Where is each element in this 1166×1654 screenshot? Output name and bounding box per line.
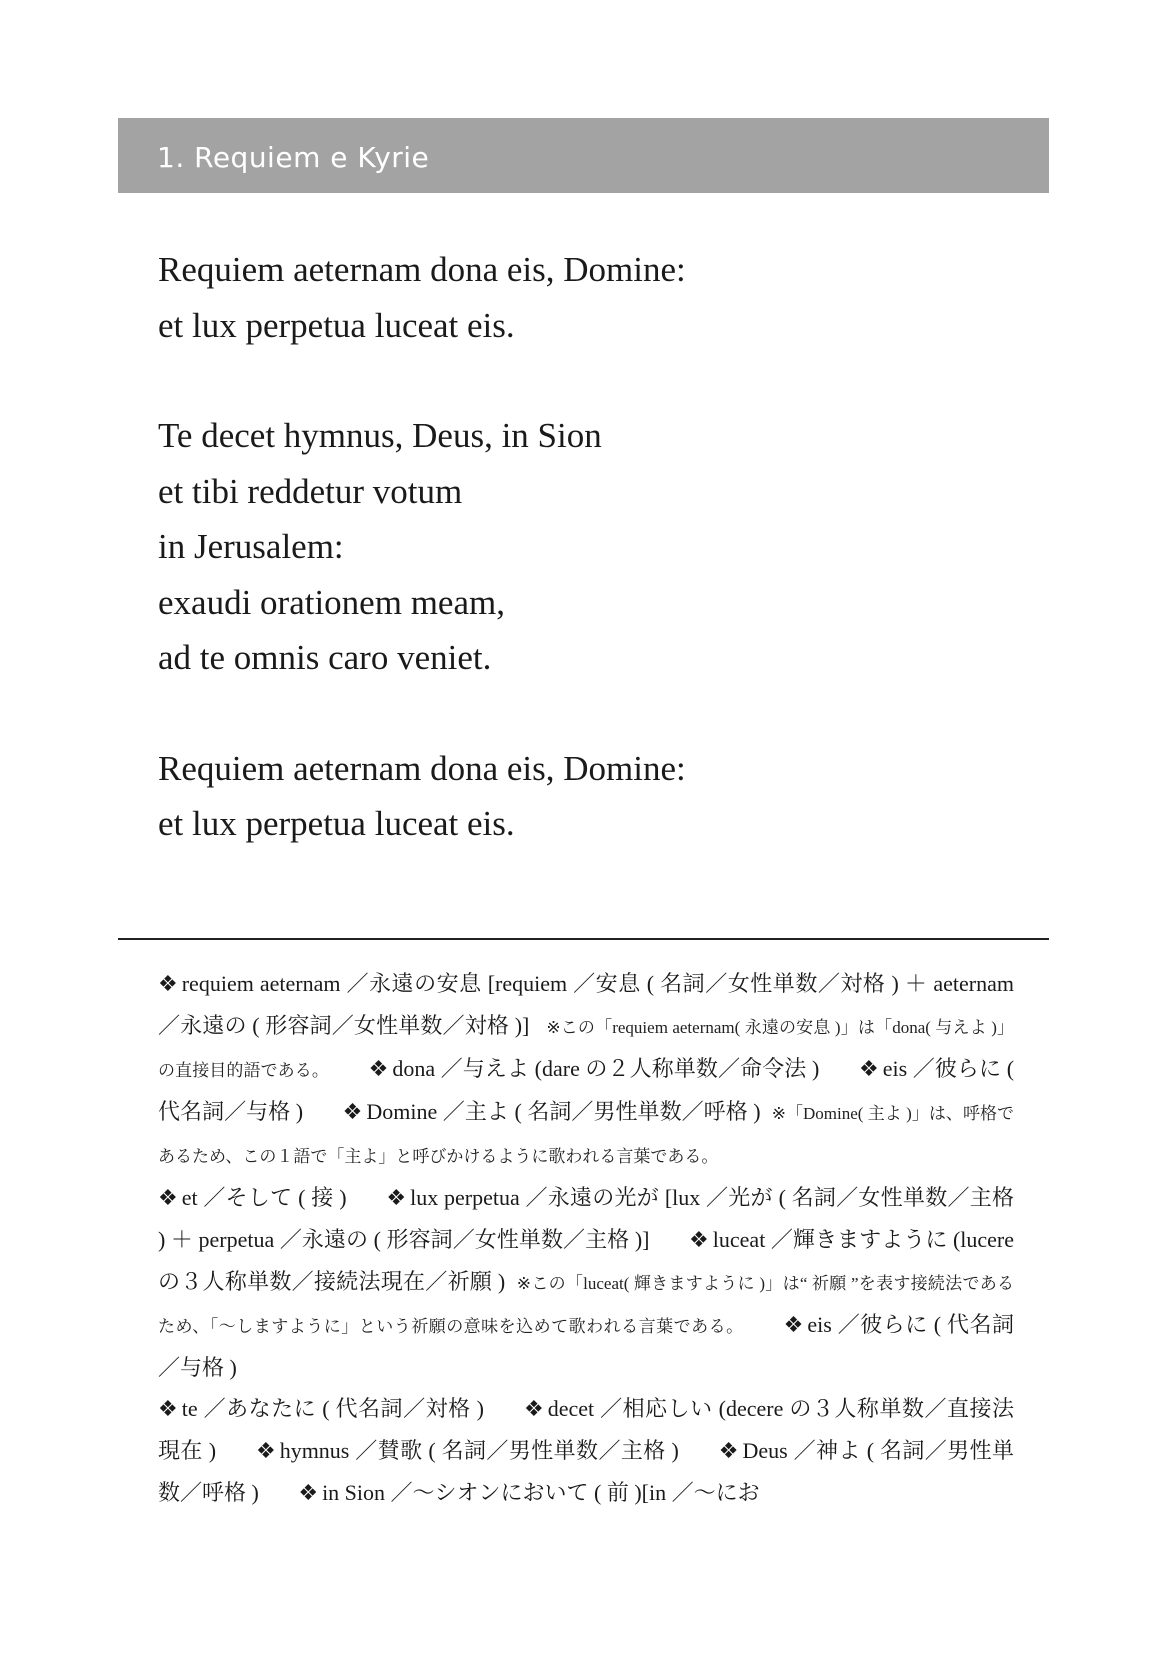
- vocabulary-notes: [158, 963, 1014, 1514]
- four-diamond-bullet-icon: ❖: [158, 1186, 178, 1211]
- lyric-line: Requiem aeternam dona eis, Domine:: [158, 748, 686, 788]
- four-diamond-bullet-icon: ❖: [158, 1397, 178, 1422]
- note-paragraph: [158, 1177, 1014, 1388]
- note-remark: ※この「requiem aeternam( 永遠の安息 )」は「dona( 与えよ )」の直接目的語である。: [158, 1018, 1015, 1080]
- lyric-line: et lux perpetua luceat eis.: [158, 305, 515, 345]
- note-text: lux perpetua ／永遠の光が [lux ／光が ( 名詞／女性単数／主格 ) ＋ perpetua ／永遠の ( 形容詞／女性単数／主格 )]: [158, 1185, 1015, 1252]
- four-diamond-bullet-icon: ❖: [158, 972, 178, 997]
- lyrics-stanza: [158, 408, 1038, 686]
- note-remark: ※「Domine( 主よ )」は、呼格であるため、この１語で「主よ」と呼びかけるように歌われる言葉である。: [158, 1104, 1015, 1166]
- note-text: decet ／相応しい (decere の３人称単数／直接法現在 ): [158, 1396, 1014, 1463]
- note-text: te ／あなたに ( 代名詞／対格 ): [181, 1396, 484, 1421]
- note-text: Deus ／神よ ( 名詞／男性単数／呼格 ): [158, 1438, 1015, 1505]
- four-diamond-bullet-icon: ❖: [718, 1439, 739, 1464]
- note-text: requiem aeternam ／永遠の安息 [requiem ／安息 ( 名詞／女性単数／対格 ) ＋ aeternam ／永遠の ( 形容詞／女性単数／対格 )]: [158, 971, 1014, 1038]
- note-remark: ※この「luceat( 輝きますように )」は“ 祈願 ”を表す接続法であるため、「～しますように」という祈願の意味を込めて歌われる言葉である。: [158, 1274, 1015, 1336]
- note-text: eis ／彼らに ( 代名詞／与格 ): [158, 1056, 1015, 1124]
- lyric-line: in Jerusalem:: [158, 527, 344, 566]
- lyric-line: ad te omnis caro veniet.: [158, 638, 492, 677]
- section-header: [118, 118, 1049, 193]
- four-diamond-bullet-icon: ❖: [783, 1313, 804, 1338]
- note-text: et ／そして ( 接 ): [181, 1185, 347, 1210]
- four-diamond-bullet-icon: ❖: [523, 1397, 544, 1422]
- four-diamond-bullet-icon: ❖: [689, 1228, 709, 1253]
- note-text: hymnus ／賛歌 ( 名詞／男性単数／主格 ): [279, 1438, 679, 1463]
- note-item: [298, 1480, 759, 1505]
- note-text: luceat ／輝きますように (lucere の３人称単数／接続法現在／祈願 ): [158, 1227, 1015, 1294]
- four-diamond-bullet-icon: ❖: [255, 1439, 276, 1464]
- note-text: dona ／与えよ (dare の２人称単数／命令法 ): [392, 1056, 820, 1081]
- four-diamond-bullet-icon: ❖: [858, 1057, 879, 1082]
- note-text: eis ／彼らに ( 代名詞／与格 ): [158, 1312, 1015, 1380]
- four-diamond-bullet-icon: ❖: [342, 1100, 363, 1125]
- lyrics-stanza: [158, 242, 1038, 353]
- note-text: Domine ／主よ ( 名詞／男性単数／呼格 ): [366, 1099, 761, 1124]
- note-paragraph: [158, 1388, 1014, 1514]
- lyrics-stanza: [158, 741, 1038, 852]
- note-paragraph: [158, 963, 1014, 1177]
- lyric-line: Requiem aeternam dona eis, Domine:: [158, 250, 686, 289]
- lyric-line: et tibi reddetur votum: [158, 471, 463, 511]
- lyric-line: Te decet hymnus, Deus, in Sion: [158, 416, 602, 455]
- note-text: in Sion ／～シオンにおいて ( 前 )[in ／～にお: [322, 1480, 760, 1505]
- section-title: 1. Requiem e Kyrie: [157, 141, 430, 174]
- note-item: [158, 1185, 347, 1210]
- four-diamond-bullet-icon: ❖: [386, 1186, 407, 1211]
- note-item: [369, 1056, 820, 1081]
- four-diamond-bullet-icon: ❖: [298, 1481, 319, 1506]
- section-divider: [118, 938, 1049, 940]
- lyrics-block: [158, 242, 1038, 907]
- lyric-line: et lux perpetua luceat eis.: [158, 804, 515, 843]
- four-diamond-bullet-icon: ❖: [368, 1057, 389, 1082]
- lyric-line: exaudi orationem meam,: [158, 582, 505, 622]
- note-item: [256, 1438, 679, 1463]
- note-item: [158, 1396, 484, 1421]
